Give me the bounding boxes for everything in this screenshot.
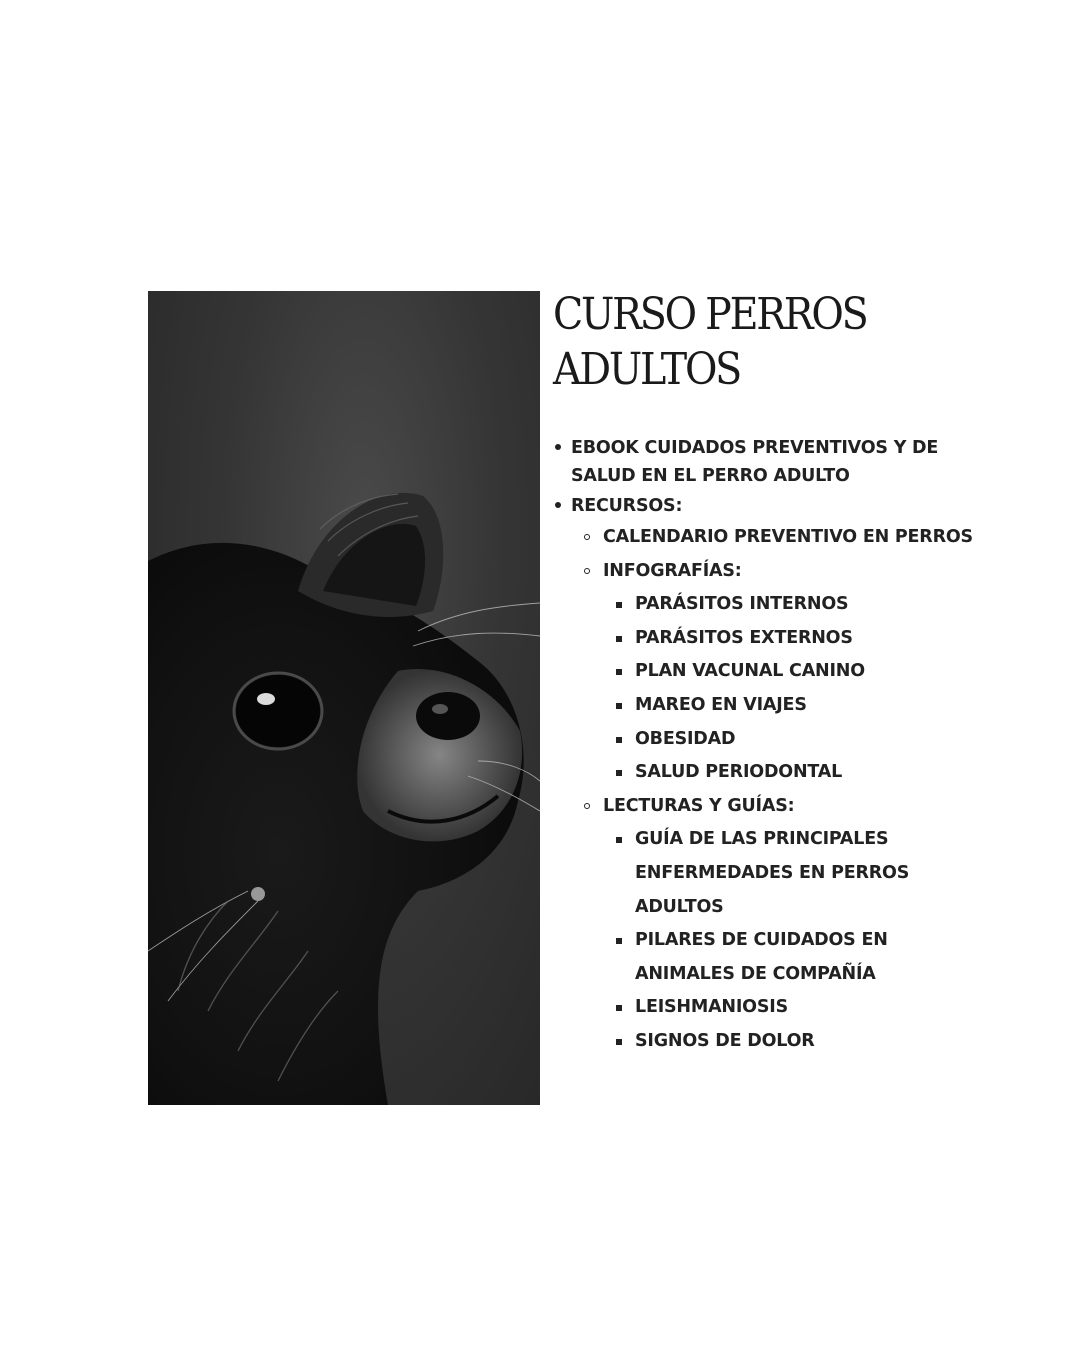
title-line-1: CURSO PERROS: [553, 289, 867, 340]
list-item-text: LEISHMANIOSIS: [635, 997, 788, 1018]
infografia-item: [553, 756, 973, 790]
infografia-item: [553, 655, 973, 689]
list-item-text: GUÍA DE LAS PRINCIPALES ENFERMEDADES EN PERROS ADULTOS: [635, 829, 910, 917]
list-item-text: INFOGRAFÍAS:: [603, 560, 742, 581]
page-title: [553, 287, 931, 397]
list-item-text: SALUD PERIODONTAL: [635, 762, 843, 783]
list-item-text: RECURSOS:: [571, 496, 683, 516]
list-item-text: PARÁSITOS EXTERNOS: [635, 627, 853, 648]
list-item-text: MAREO EN VIAJES: [635, 694, 807, 715]
infografia-item: [553, 588, 973, 622]
list-item-text: OBESIDAD: [635, 728, 736, 749]
sublist-item-lecturas: [553, 790, 973, 824]
list-item-text: CALENDARIO PREVENTIVO EN PERROS: [603, 527, 973, 547]
list-item-text: SIGNOS DE DOLOR: [635, 1030, 815, 1051]
lectura-item: [553, 823, 973, 924]
list-item-text: PILARES DE CUIDADOS EN ANIMALES DE COMPAÑÍA: [635, 930, 888, 984]
list-item-recursos: [553, 492, 973, 520]
infografia-item: [553, 622, 973, 656]
dog-illustration: [148, 291, 540, 1105]
infografia-item: [553, 723, 973, 757]
list-item-text: PARÁSITOS INTERNOS: [635, 594, 849, 615]
list-item-ebook: [553, 434, 973, 490]
list-item-text: PLAN VACUNAL CANINO: [635, 661, 865, 682]
course-contents-list: [553, 434, 973, 1059]
lectura-item: [553, 924, 973, 991]
dog-photo: [148, 291, 540, 1105]
list-item-text: EBOOK CUIDADOS PREVENTIVOS Y DE SALUD EN EL PERRO ADULTO: [571, 438, 939, 486]
sublist-item-infografias: [553, 555, 973, 589]
lectura-item: [553, 991, 973, 1025]
lectura-item: [553, 1025, 973, 1059]
sublist-item-calendario: [553, 521, 973, 555]
infografia-item: [553, 689, 973, 723]
list-item-text: LECTURAS Y GUÍAS:: [603, 795, 795, 816]
title-line-2: ADULTOS: [553, 344, 741, 395]
